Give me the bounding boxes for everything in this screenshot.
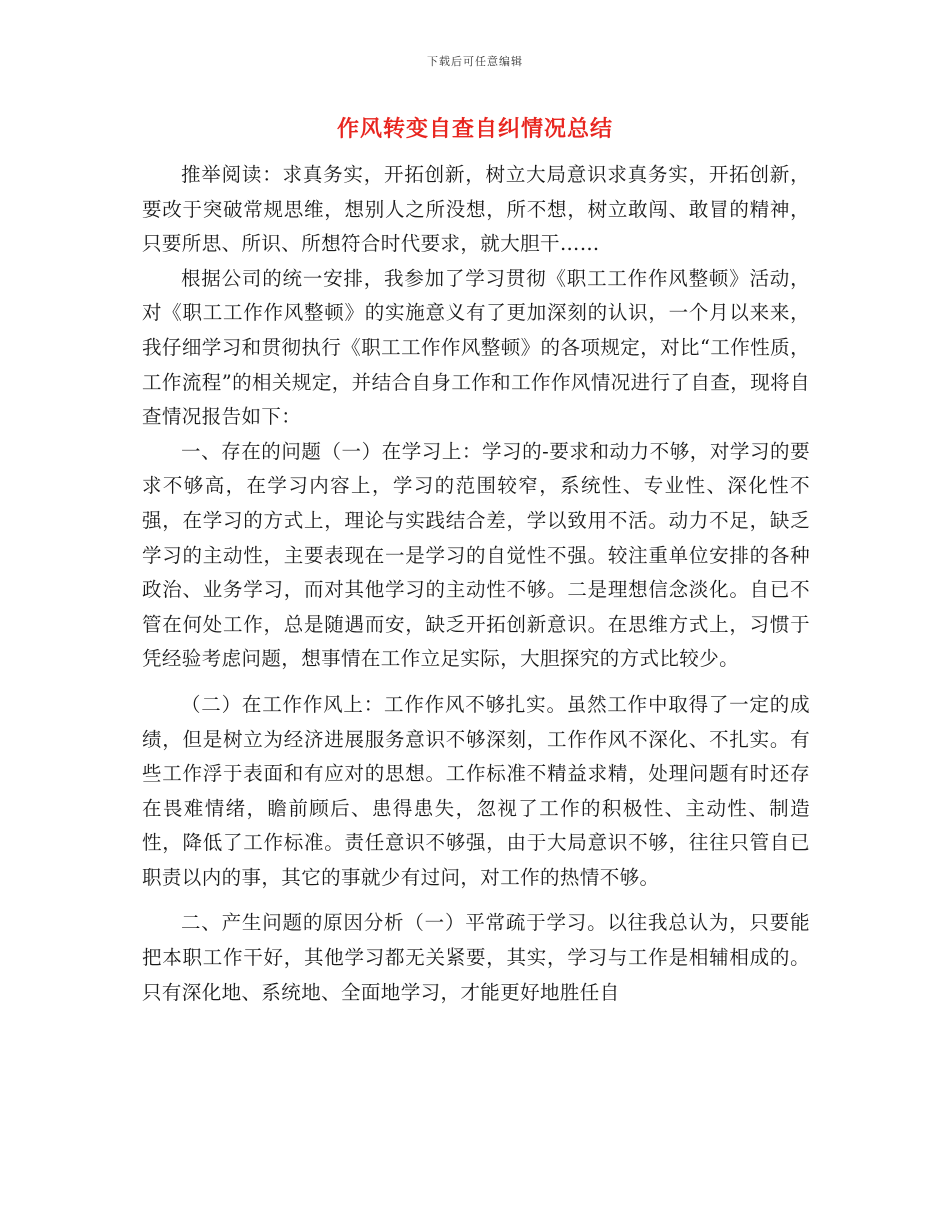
paragraph-background: 根据公司的统一安排，我参加了学习贯彻《职工工作作风整顿》活动，对《职工工作作风整顿》的实施意义有了更加深刻的认识，一个月以来来，我仔细学习和贯彻执行《职工工作作风整顿》的各项规定，对比“工作性质，工作流程”的相关规定，并结合自身工作和工作作风情况进行了自查，现将自查情况报告如下： — [142, 266, 810, 429]
document-title: 作风转变自查自纠情况总结 — [336, 116, 613, 142]
document-body — [142, 158, 810, 1010]
paragraph-existing-problems-study: 一、存在的问题（一）在学习上：学习的-要求和动力不够，对学习的要求不够高，在学习内容上，学习的范围较窄，系统性、专业性、深化性不强，在学习的方式上，理论与实践结合差，学以致用不活。动力不足，缺乏学习的主动性，主要表现在一是学习的自觉性不强。较注重单位安排的各种政治、业务学习，而对其他学习的主动性不够。二是理想信念淡化。自已不管在何处工作，总是随遇而安，缺乏开拓创新意识。在思维方式上，习惯于凭经验考虑问题，想事情在工作立足实际，大胆探究的方式比较少。 — [142, 439, 810, 671]
paragraph-work-style: （二）在工作作风上：工作作风不够扎实。虽然工作中取得了一定的成绩，但是树立为经济进展服务意识不够深刻，工作作风不深化、不扎实。有些工作浮于表面和有应对的思想。工作标准不精益求精，处理问题有时还存在畏难情绪，瞻前顾后、患得患失，忽视了工作的积极性、主动性、制造性，降低了工作标准。责任意识不够强，由于大局意识不够，往往只管自已职责以内的事，其它的事就少有过问，对工作的热情不够。 — [142, 692, 810, 889]
paragraph-cause-analysis: 二、产生问题的原因分析（一）平常疏于学习。以往我总认为，只要能把本职工作干好，其他学习都无关紧要，其实，学习与工作是相辅相成的。只有深化地、系统地、全面地学习，才能更好地胜任自 — [142, 911, 810, 1004]
header-note: 下载后可任意编辑 — [427, 55, 523, 68]
paragraph-recommended-reading: 推举阅读：求真务实，开拓创新，树立大局意识求真务实，开拓创新，要改于突破常规思维，想别人之所没想，所不想，树立敢闯、敢冒的精神，只要所思、所识、所想符合时代要求，就大胆干…… — [142, 163, 810, 256]
